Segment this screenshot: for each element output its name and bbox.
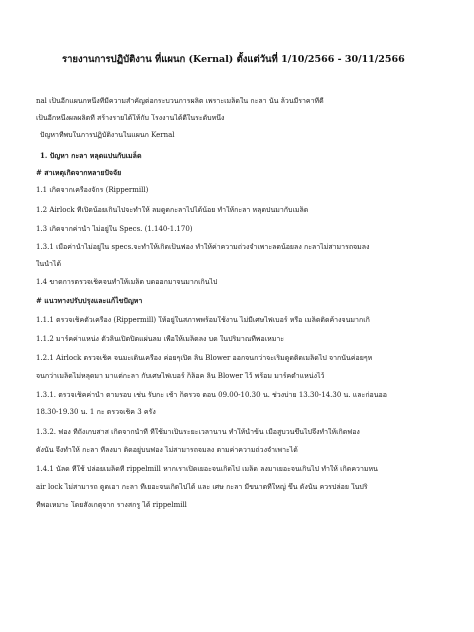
solution-1-1-2: 1.1.2 มาร์คค่าแหน่ง ตัวลิ้นเปิดปิดแผ่นลม เพื่อให้เมล็ดลง บด ในปริมาณที่พอเหมาะ [36, 335, 285, 343]
problems-heading: ปัญหาที่พบในการปฏิบัติงานในแผนก Kernal [40, 131, 175, 139]
cause-1-3: 1.3 เกิดจากค่าน้ำ ไม่อยู่ใน Specs. (1.140-1.170) [36, 225, 193, 233]
solution-1-3-2: 1.3.2. ฟอง ที่ถังเกบสาส เกิดจากน้ำที่ ที่ใช้มาเป็นระยะเวลานาน ทำให้น้ำข้น เมื่อสูบวนขึ้นไปจึงทำให้เกิดฟอง [36, 428, 360, 436]
causes-heading: # สาเหตุเกิดจากหลายปัจจัย [36, 168, 122, 177]
cause-1-3-1-cont: ในน้ำได้ [36, 260, 61, 268]
solution-1-2-1-cont: จนกว่าเมล็ดไม่หลุดมา มาแต่กะลา กับเศษไฟเบอร์ ก็ล็อค ลิ้น Blower ไว้ พร้อม มาร์คตำแหน่งไว้ [36, 372, 325, 380]
solution-1-4-1-cont: air lock ไม่สามารถ ดูดเอา กะลา ที่เยอะจนเกิดไปได้ และ เศษ กะลา มีขนาดที่ใหญ่ ขึ้น ดังนั้น ควรปล่อย ในปริ [36, 483, 368, 491]
problem-1-heading: 1. ปัญหา กะลา หลุดแปนกับเมล็ด [40, 151, 142, 160]
report-title: รายงานการปฏิบัติงาน ที่แผนก (Kernal) ตั้งแต่วันที่ 1/10/2566 - 30/11/2566 [62, 54, 405, 65]
solution-1-2-1: 1.2.1 Airlock ตรวจเช็ค จนมะเดินเครื่อง ค่อยๆเปิด ลิ้น Blower ออกจนกว่าจะเริ่มดูดติดเมล็ดไป จากนั้นค่อยๆห [36, 354, 373, 362]
solution-1-3-1: 1.3.1. ตรวจเช็คค่าน้ำ ตามรอบ เช่น รับกะ เช้า ก็ตรวจ ตอน 09.00-10.30 น. ช่วงบ่าย 13.30-14.30 น. และก่อนออ [36, 391, 387, 399]
cause-1-2: 1.2 Airlock ที่เปิดน้อยเกินไปจะทำให้ ลมดูดกะลาไปได้น้อย ทำให้กะลา หลุดปนมากับเมล็ด [36, 206, 309, 214]
solutions-heading: # แนวทางปรับปรุงและแก้ไขปัญหา [36, 296, 143, 305]
intro-line-1: nal เป็นอีกแผนกหนึ่งที่มีความสำคัญต่อกระบวนการผลิต เพราะเมล็ดใน กะลา นั้น ล้วนมีราคาที่ดี [36, 97, 324, 105]
solution-1-1-1: 1.1.1 ตรวจเช็คตัวเครื่อง (Rippermill) ให้อยู่ในสภาพพร้อมใช้งาน ไม่มีเศษไฟเบอร์ หรือ เมล็ดติดค้างจนมากเกิ [36, 316, 370, 324]
cause-1-3-1: 1.3.1 เมื่อค่าน้ำไม่อยู่ใน specs.จะทำให้เกิดเป็นฟอง ทำให้ค่าความถ่วงจำเพาะลดน้อยลง กะลาไม่สามารถจมลง [36, 243, 370, 251]
cause-1-1: 1.1 เกิดจากเครื่องจักร (Rippermill) [36, 186, 149, 194]
intro-line-2: เป็นอีกหนึ่งผลผลิตที่ สร้างรายได้ให้กับ โรงงานได้ดีในระดับหนึ่ง [36, 114, 225, 122]
solution-1-4-1: 1.4.1 นัลด ที่ใช้ ปล่อยเมล็ดที่ rippelmill หากเราเปิดเยอะจนเกิดไป เมล็ด ลงมาเยอะจนเกินไป ทำให้ เกิดความหน [36, 465, 378, 473]
solution-1-3-1-cont: 18.30-19.30 น. 1 กะ ตรวจเช็ค 3 ครั้ง [36, 408, 156, 416]
solution-1-3-2-cont: ดังนั้น จึงทำให้ กะลา ที่ลงมา ติดอยู่บนฟอง ไม่สามารถจมลง ตามค่าความถ่วงจำเพาะได้ [36, 446, 298, 454]
cause-1-4: 1.4 ขาดการตรวจเช็คจนทำให้เมล็ด บดออกมาจนมากเกินไป [36, 278, 218, 286]
solution-1-4-1-end: ที่พอเหมาะ โดยสังเกตุจาก รางสกรู ได้ rippelmill [36, 501, 187, 509]
